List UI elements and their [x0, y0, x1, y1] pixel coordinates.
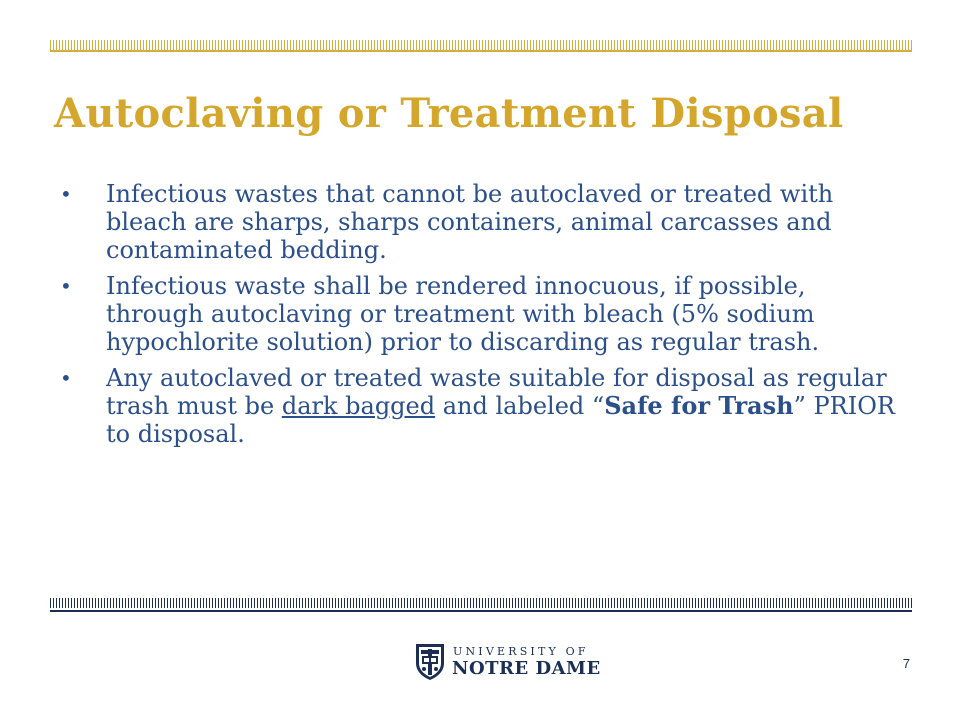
- top-divider-line: [50, 50, 912, 52]
- bullet-item-1: [60, 180, 910, 264]
- bullet-marker: •: [60, 182, 72, 206]
- bottom-divider-line: [50, 610, 912, 612]
- bullet-text-part: and labeled “: [435, 392, 605, 420]
- bottom-stripe-band: [50, 598, 912, 608]
- slide-title: Autoclaving or Treatment Disposal: [54, 90, 844, 137]
- bullet-list: [60, 180, 910, 456]
- logo-text-university-of: UNIVERSITY OF: [453, 645, 589, 658]
- bullet-marker: •: [60, 274, 72, 298]
- university-shield-icon: [415, 643, 445, 681]
- bullet-text-part: ” PRIOR to disposal.: [106, 392, 895, 448]
- bullet-marker: •: [60, 366, 72, 390]
- underlined-phrase: dark bagged: [281, 392, 436, 420]
- page-number: 7: [902, 656, 910, 671]
- bullet-text: Infectious wastes that cannot be autoclaved or treated with bleach are sharps, sharps containers, animal carcasses and contaminated bedding.: [106, 180, 834, 264]
- bold-phrase: Safe for Trash: [604, 391, 794, 420]
- bullet-text: Infectious waste shall be rendered innocuous, if possible, through autoclaving or treatment with bleach (5% sodium hypochlorite solution) prior to discarding as regular trash.: [106, 272, 820, 356]
- bullet-item-3: [60, 364, 910, 448]
- bullet-text-part: Any autoclaved or treated waste suitable for disposal as regular trash must be: [106, 364, 887, 420]
- university-logo: [415, 643, 615, 683]
- logo-text-notre-dame: NOTRE DAME: [452, 658, 601, 679]
- top-stripe-band: [50, 40, 912, 50]
- bullet-item-2: [60, 272, 910, 356]
